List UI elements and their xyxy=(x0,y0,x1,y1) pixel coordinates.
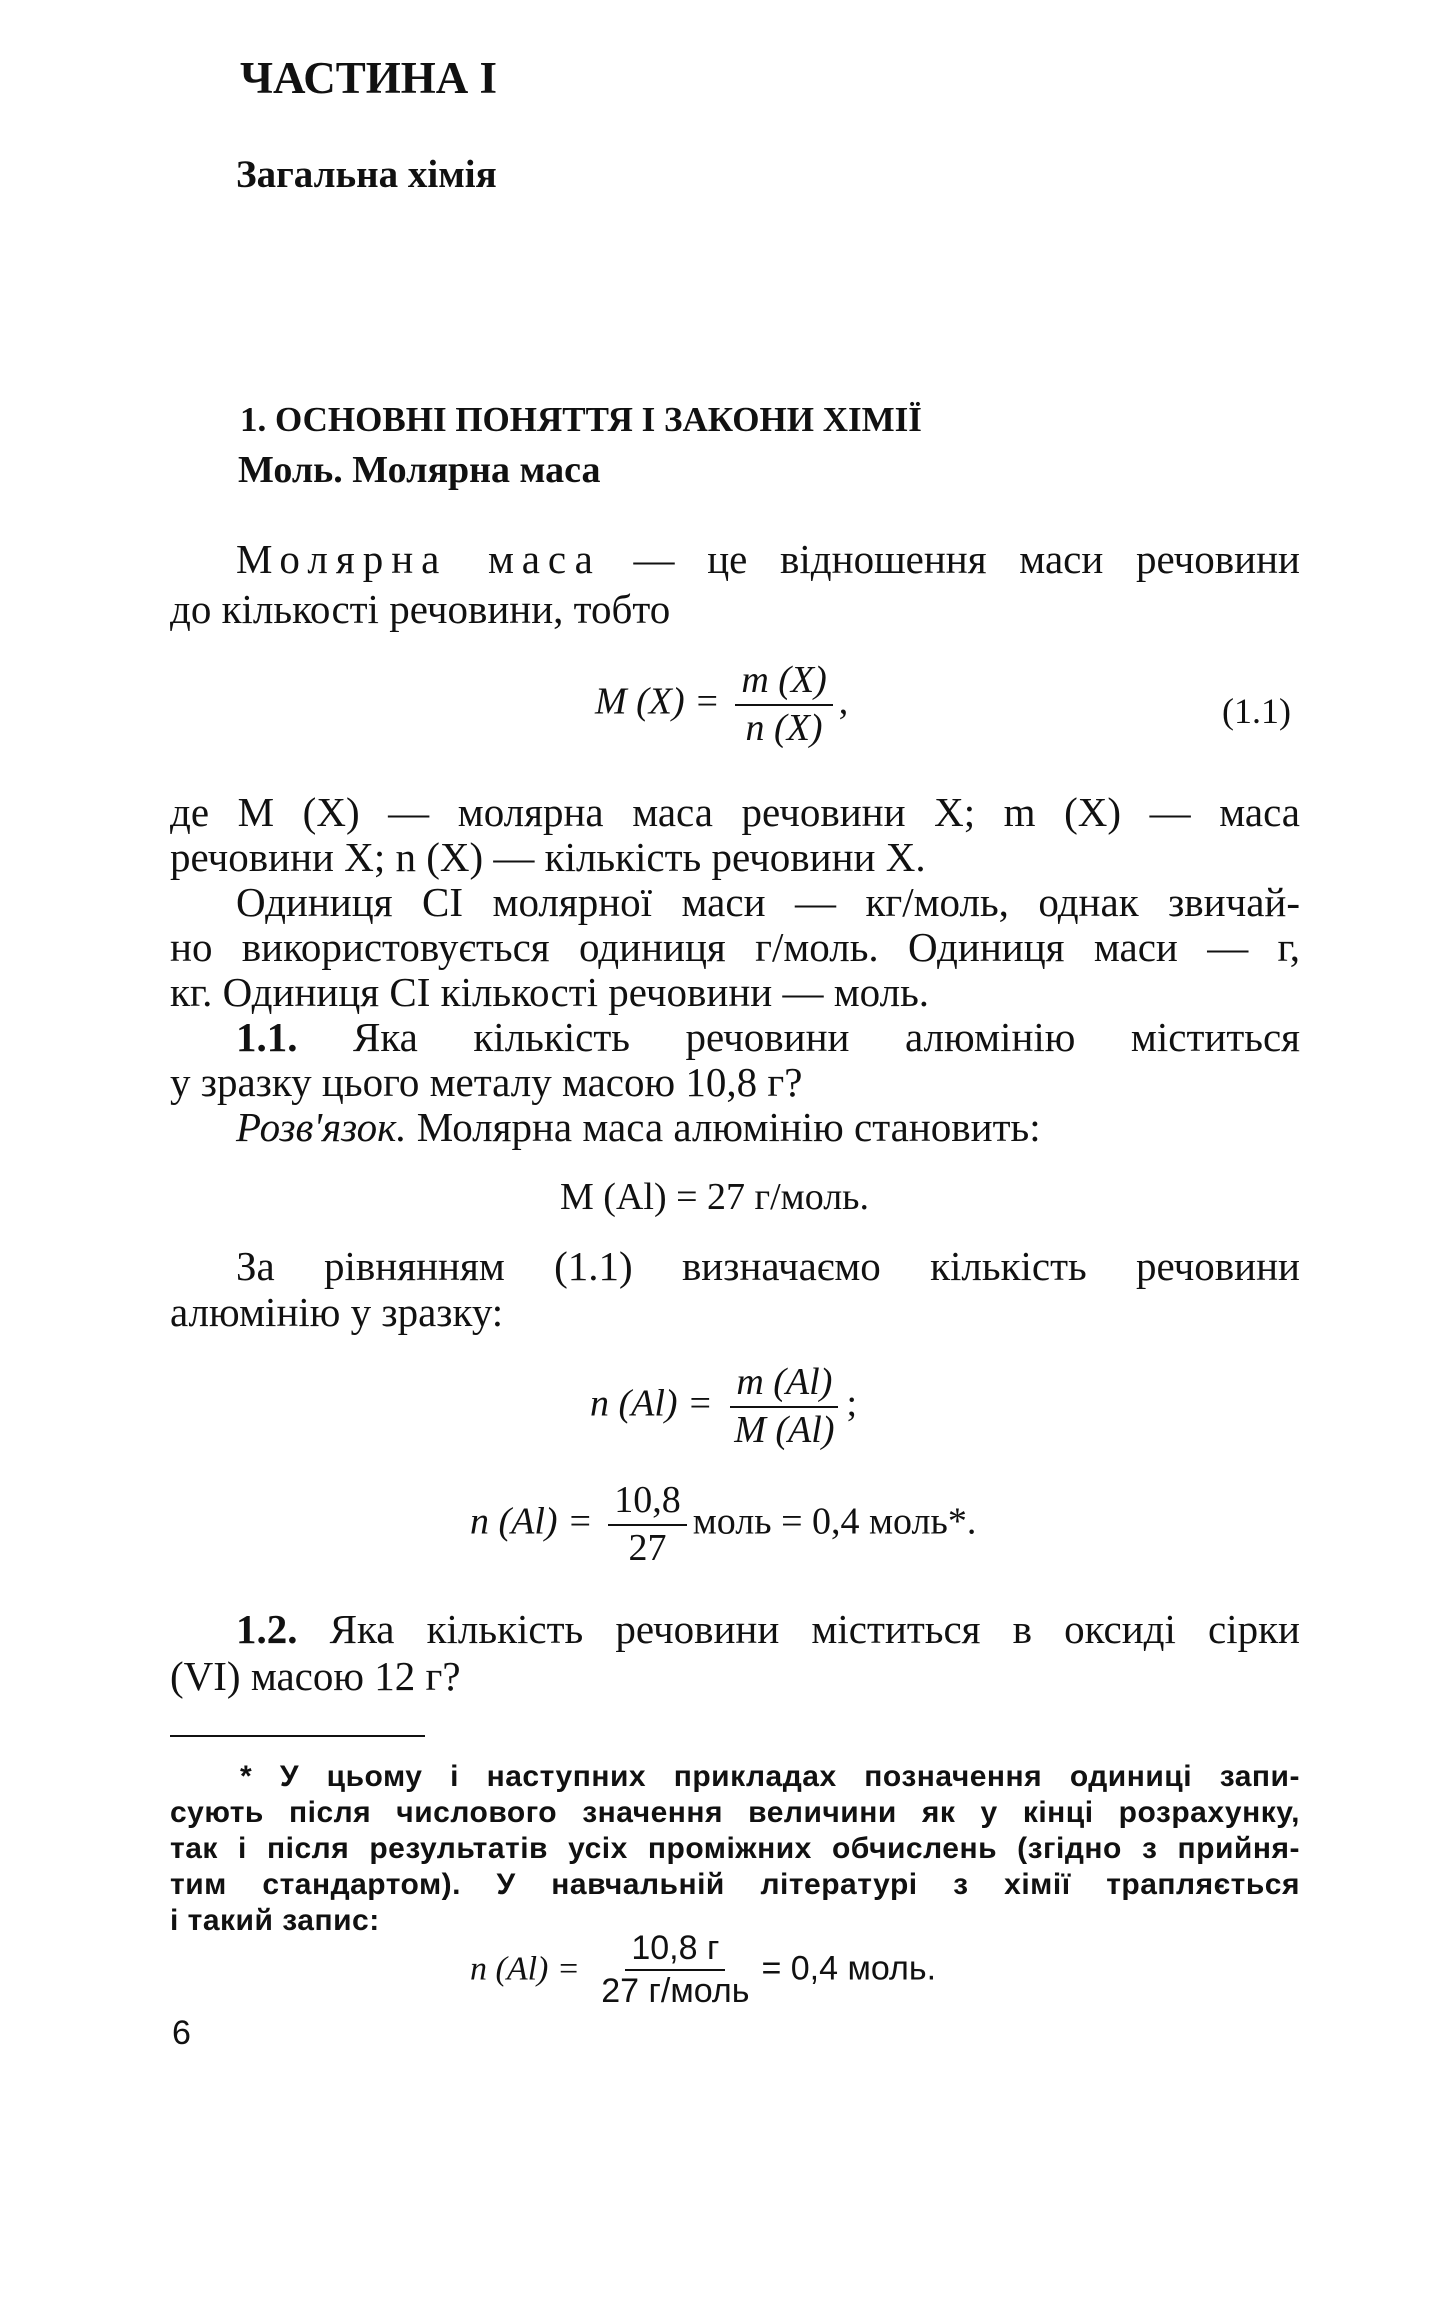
footnote-formula-denominator: 27 г/моль xyxy=(601,1972,750,2011)
footnote-line-5: і такий запис: xyxy=(170,1904,380,1937)
formula-trail: , xyxy=(838,680,849,723)
footnote-formula-fraction xyxy=(595,1930,755,2011)
footnote-divider xyxy=(170,1735,425,1737)
problem-1-1-text: Яка кількість речовини алюмінію міститься xyxy=(297,1014,1300,1060)
problem-1-2-line-2: (VI) масою 12 г? xyxy=(170,1653,461,1699)
footnote-formula-lhs: n (Al) = xyxy=(470,1950,580,1988)
problem-1-1-line-1 xyxy=(236,1013,1300,1061)
problem-1-1-number: 1.1. xyxy=(236,1014,298,1060)
where-line-2: речовини X; n (X) — кількість речовини X. xyxy=(170,834,926,880)
formula-lhs: M (X) = xyxy=(595,680,720,723)
page-number: 6 xyxy=(172,2014,191,2052)
problem-1-2-text: Яка кількість речовини міститься в оксиді сірки xyxy=(297,1606,1300,1652)
formula-value-trail: моль = 0,4 моль*. xyxy=(692,1500,977,1543)
formula-n-al xyxy=(590,1362,857,1452)
footnote-formula-trail: = 0,4 моль. xyxy=(761,1949,937,1988)
equation-line-1: За рівнянням (1.1) визначаємо кількість речовини xyxy=(236,1243,1300,1289)
formula-n-al-fraction xyxy=(728,1362,840,1452)
formula-denominator: n (X) xyxy=(745,706,823,749)
chapter-title: 1. ОСНОВНІ ПОНЯТТЯ І ЗАКОНИ ХІМІЇ xyxy=(240,400,922,439)
part-subtitle: Загальна хімія xyxy=(236,153,497,196)
formula-value-fraction xyxy=(608,1480,687,1570)
footnote-line-4: тим стандартом). У навчальній літературі з хімії трапляється xyxy=(170,1868,1300,1901)
section-title: Моль. Молярна маса xyxy=(238,449,601,491)
footnote-formula xyxy=(470,1930,936,2011)
formula-n-al-value xyxy=(470,1480,976,1570)
formula-numerator: m (X) xyxy=(735,660,832,706)
definition-rest: — це відношення маси речовини xyxy=(600,536,1300,582)
definition-term: Молярна маса xyxy=(236,536,601,582)
units-line-3: кг. Одиниця СІ кількості речовини — моль. xyxy=(170,969,930,1015)
formula-n-al-denominator: M (Al) xyxy=(734,1408,835,1451)
formula-value-denominator: 27 xyxy=(628,1526,667,1569)
solution-line xyxy=(236,1103,1366,1151)
footnote-line-2: сують після числового значення величини як у кінці розрахунку, xyxy=(170,1796,1300,1829)
formula-value-numerator: 10,8 xyxy=(608,1480,687,1526)
formula-n-al-trail: ; xyxy=(846,1382,858,1425)
problem-1-2-number: 1.2. xyxy=(236,1606,298,1652)
formula-1-1 xyxy=(595,660,848,750)
formula-n-al-lhs: n (Al) = xyxy=(590,1382,713,1425)
problem-1-2-line-1 xyxy=(236,1605,1300,1653)
footnote-line-3: так і після результатів усіх проміжних обчислень (згідно з прийня- xyxy=(170,1832,1300,1865)
definition-line-1 xyxy=(170,535,1300,583)
solution-label: Розв'язок. xyxy=(236,1104,407,1150)
units-line-2: но використовується одиниця г/моль. Одиниця маси — г, xyxy=(170,924,1300,970)
problem-1-1-line-2: у зразку цього металу масою 10,8 г? xyxy=(170,1059,803,1105)
formula-n-al-numerator: m (Al) xyxy=(730,1362,838,1408)
formula-value-lhs: n (Al) = xyxy=(470,1500,593,1543)
definition-line-2: до кількості речовини, тобто xyxy=(170,586,671,632)
footnote-formula-numerator: 10,8 г xyxy=(625,1930,725,1971)
where-line-1: де M (X) — молярна маса речовини X; m (X) — маса xyxy=(170,789,1300,835)
footnote-line-1: * У цьому і наступних прикладах позначення одиниці запи- xyxy=(240,1760,1300,1793)
units-line-1: Одиниця СІ молярної маси — кг/моль, однак звичай- xyxy=(236,879,1300,925)
part-title: ЧАСТИНА I xyxy=(240,53,498,103)
molar-mass-al: M (Al) = 27 г/моль. xyxy=(560,1176,870,1218)
solution-text: Молярна маса алюмінію становить: xyxy=(406,1104,1041,1150)
equation-line-2: алюмінію у зразку: xyxy=(170,1289,504,1335)
formula-fraction xyxy=(735,660,832,750)
equation-number: (1.1) xyxy=(1222,691,1291,731)
